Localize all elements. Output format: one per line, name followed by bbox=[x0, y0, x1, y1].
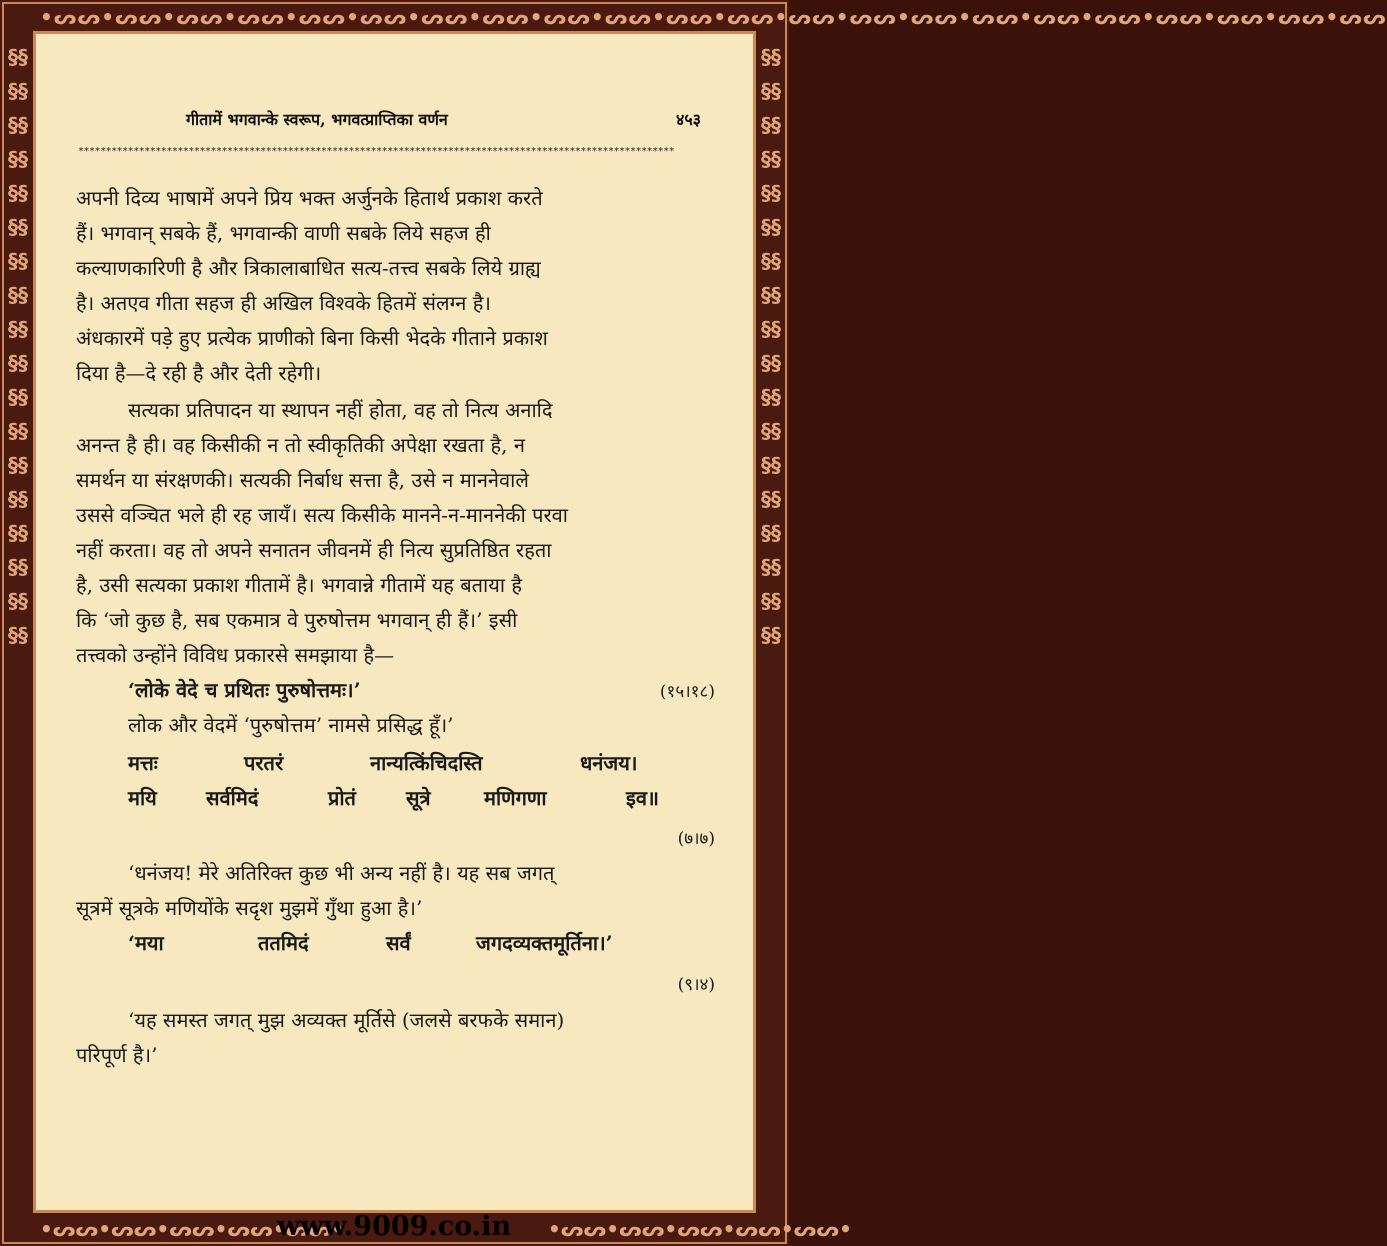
ornament-top-border: •ᔕᔕ•ᔕᔕ•ᔕᔕ•ᔕᔕ•ᔕᔕ•ᔕᔕ•ᔕᔕ•ᔕᔕ•ᔕᔕ•ᔕᔕ•ᔕᔕ•ᔕᔕ•ᔕᔕ•ᔕᔕ•ᔕᔕ•ᔕᔕ•ᔕᔕ•ᔕᔕ•ᔕᔕ•ᔕᔕ•ᔕᔕ•ᔕᔕ bbox=[40, 5, 1387, 29]
para1-line: अपनी दिव्य भाषामें अपने प्रिय भक्त अर्जुनके हितार्थ प्रकाश करते bbox=[76, 186, 543, 210]
verse-2-word: मयि bbox=[128, 786, 157, 810]
para2-line: है, उसी सत्यका प्रकाश गीतामें है। भगवान्ने गीतामें यह बताया है bbox=[76, 573, 522, 597]
page-number: ४५३ bbox=[676, 110, 701, 129]
verse-2-word: धनंजय। bbox=[580, 751, 638, 775]
para1-line: है। अतएव गीता सहज ही अखिल विश्वके हितमें संलग्न है। bbox=[76, 291, 491, 315]
para2-line: नहीं करता। वह तो अपने सनातन जीवनमें ही नित्य सुप्रतिष्ठित रहता bbox=[76, 538, 552, 562]
para2-line: सत्यका प्रतिपादन या स्थापन नहीं होता, वह तो नित्य अनादि bbox=[128, 398, 553, 422]
verse-3-word: ततमिदं bbox=[258, 931, 309, 955]
verse-3-reference: (९।४) bbox=[677, 975, 715, 995]
verse-2-word: मणिगणा bbox=[484, 786, 547, 810]
para1-line: हैं। भगवान् सबके हैं, भगवान्की वाणी सबके लिये सहज ही bbox=[76, 221, 491, 245]
verse-2-word: मत्तः bbox=[128, 751, 158, 775]
para2-line: कि ‘जो कुछ है, सब एकमात्र वे पुरुषोत्तम भगवान् ही हैं।’ इसी bbox=[76, 608, 518, 632]
ornament-bottom-left: •ᔕᔕ•ᔕᔕ•ᔕᔕ•ᔕᔕ•ᔕᔕ• bbox=[40, 1217, 344, 1241]
verse-1-translation: लोक और वेदमें ‘पुरुषोत्तम’ नामसे प्रसिद्ध हूँ।’ bbox=[128, 713, 454, 737]
verse-2-word: परतरं bbox=[244, 751, 284, 775]
verse-2-translation: सूत्रमें सूत्रके मणियोंके सदृश मुझमें गुँथा हुआ है।’ bbox=[76, 896, 423, 920]
verse-1: ‘लोके वेदे च प्रथितः पुरुषोत्तमः।’ bbox=[128, 678, 361, 702]
header-rule: ************************************************************************************************************ bbox=[78, 146, 675, 157]
verse-3-word: जगदव्यक्तमूर्तिना।’ bbox=[476, 931, 613, 955]
para2-line: अनन्त है ही। वह किसीकी न तो स्वीकृतिकी अपेक्षा रखता है, न bbox=[76, 433, 525, 457]
running-head: गीतामें भगवान्के स्वरूप, भगवत्प्राप्तिका वर्णन bbox=[186, 110, 448, 129]
verse-2-reference: (७।७) bbox=[677, 829, 715, 849]
ornament-left-border: §§§§§§§§§§§§§§§§§§§§§§§§§§§§§§§§§§§§ bbox=[8, 45, 28, 647]
verse-2-word: सर्वमिदं bbox=[206, 786, 259, 810]
verse-2-word: प्रोतं bbox=[328, 786, 356, 810]
verse-1-reference: (१५।१८) bbox=[659, 682, 715, 702]
para2-line: समर्थन या संरक्षणकी। सत्यकी निर्बाध सत्ता है, उसे न माननेवाले bbox=[76, 468, 529, 492]
para2-line: तत्त्वको उन्होंने विविध प्रकारसे समझाया है— bbox=[76, 643, 395, 667]
para1-line: अंधकारमें पड़े हुए प्रत्येक प्राणीको बिना किसी भेदके गीताने प्रकाश bbox=[76, 326, 548, 350]
ornament-right-border: §§§§§§§§§§§§§§§§§§§§§§§§§§§§§§§§§§§§ bbox=[761, 45, 781, 647]
verse-3-word: सर्वं bbox=[386, 931, 411, 955]
verse-2-translation: ‘धनंजय! मेरे अतिरिक्त कुछ भी अन्य नहीं है। यह सब जगत् bbox=[128, 861, 555, 885]
para1-line: दिया है—दे रही है और देती रहेगी। bbox=[76, 361, 322, 385]
verse-2-word: नान्यत्किंचिदस्ति bbox=[370, 751, 483, 775]
para2-line: उससे वञ्चित भले ही रह जायँ। सत्य किसीके मानने-न-माननेकी परवा bbox=[76, 503, 568, 527]
ornament-bottom-right: •ᔕᔕ•ᔕᔕ•ᔕᔕ•ᔕᔕ•ᔕᔕ• bbox=[548, 1217, 852, 1241]
footer-website: www.9009.co.in bbox=[276, 1211, 512, 1242]
verse-3-translation: ‘यह समस्त जगत् मुझ अव्यक्त मूर्तिसे (जलसे बरफके समान) bbox=[128, 1008, 565, 1032]
verse-3-word: ‘मया bbox=[128, 931, 164, 955]
verse-2-word: सूत्रे bbox=[406, 786, 431, 810]
book-page bbox=[36, 34, 753, 1210]
para1-line: कल्याणकारिणी है और त्रिकालाबाधित सत्य-तत्त्व सबके लिये ग्राह्य bbox=[76, 256, 541, 280]
verse-3-translation: परिपूर्ण है।’ bbox=[76, 1043, 158, 1067]
verse-2-word: इव॥ bbox=[626, 786, 659, 810]
